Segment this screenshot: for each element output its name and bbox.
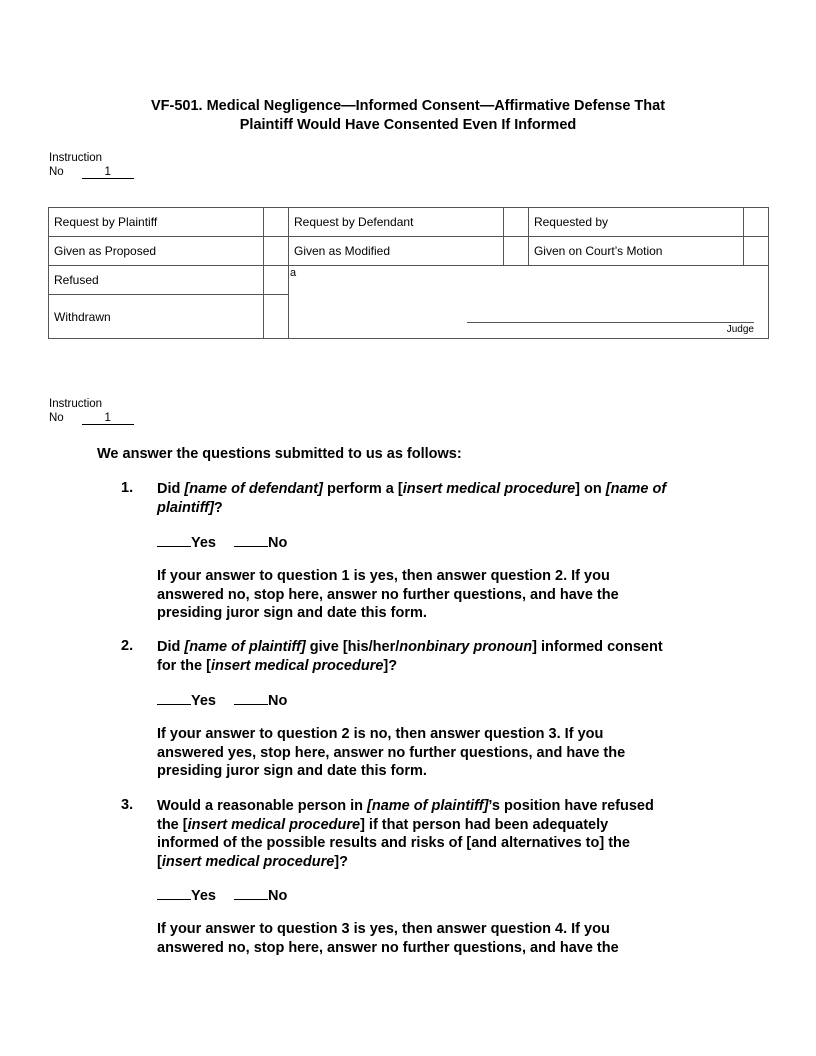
judge-signature-line[interactable] — [467, 322, 754, 323]
withdrawn-label: Withdrawn — [49, 295, 264, 339]
given-as-modified-checkbox[interactable] — [504, 237, 529, 266]
no-label: No — [49, 166, 64, 178]
request-by-plaintiff-checkbox[interactable] — [264, 208, 289, 237]
q3-yes-label: Yes — [191, 888, 216, 904]
instruction-label: Instruction — [49, 398, 103, 410]
withdrawn-checkbox[interactable] — [264, 295, 289, 339]
question-2-answer — [157, 691, 287, 709]
question-3-text: Would a reasonable person in [name of plaintiff]’s position have refused the [insert medical procedure] if that person had been adequately informed of the possible results and risks of [and alternatives to] the [insert medical procedure]? — [157, 798, 654, 870]
instruction-number-block-1 — [49, 151, 134, 179]
instruction-label: Instruction — [49, 152, 103, 164]
title-line-2: Plaintiff Would Have Consented Even If Informed — [239, 117, 577, 133]
title-line-1: VF-501. Medical Negligence—Informed Consent—Affirmative Defense That — [150, 98, 666, 114]
question-3-number: 3. — [121, 797, 134, 813]
q1-no-blank[interactable] — [234, 533, 268, 547]
question-1-instructions: If your answer to question 1 is yes, then answer question 2. If you answered no, stop here, answer no further questions, and have the presiding juror sign and date this form. — [157, 568, 619, 621]
question-2-number: 2. — [121, 638, 134, 654]
requested-by-label: Requested by — [528, 208, 743, 237]
requested-by-checkbox[interactable] — [744, 208, 769, 237]
q3-yes-blank[interactable] — [157, 886, 191, 900]
question-3-instructions: If your answer to question 3 is yes, then answer question 4. If you answered no, stop here, answer no further questions, and have the — [157, 921, 619, 956]
q1-yes-label: Yes — [191, 535, 216, 551]
q2-no-blank[interactable] — [234, 691, 268, 705]
q2-yes-label: Yes — [191, 693, 216, 709]
refused-label: Refused — [49, 266, 264, 295]
given-as-proposed-checkbox[interactable] — [264, 237, 289, 266]
given-as-proposed-label: Given as Proposed — [49, 237, 264, 266]
q1-no-label: No — [268, 535, 288, 551]
request-by-defendant-label: Request by Defendant — [288, 208, 503, 237]
request-table — [48, 207, 769, 339]
no-label: No — [49, 412, 64, 424]
question-1-number: 1. — [121, 480, 134, 496]
a-mark: a — [289, 267, 297, 279]
question-2-text: Did [name of plaintiff] give [his/her/nonbinary pronoun] informed consent for the [insert medical procedure]? — [157, 639, 663, 674]
given-as-modified-label: Given as Modified — [288, 237, 503, 266]
given-on-courts-motion-checkbox[interactable] — [744, 237, 769, 266]
request-by-defendant-checkbox[interactable] — [504, 208, 529, 237]
instruction-number-field[interactable]: 1 — [82, 412, 134, 425]
q3-no-blank[interactable] — [234, 886, 268, 900]
refused-checkbox[interactable] — [264, 266, 289, 295]
q1-yes-blank[interactable] — [157, 533, 191, 547]
q2-no-label: No — [268, 693, 288, 709]
question-1-text: Did [name of defendant] perform a [insert medical procedure] on [name of plaintiff]? — [157, 481, 667, 516]
judge-signature-area — [288, 266, 768, 339]
instruction-number-block-2 — [49, 397, 134, 425]
intro-text: We answer the questions submitted to us as follows: — [97, 446, 462, 462]
question-3-answer — [157, 886, 287, 904]
question-2-instructions: If your answer to question 2 is no, then answer question 3. If you answered yes, stop here, answer no further questions, and have the presiding juror sign and date this form. — [157, 726, 626, 779]
q2-yes-blank[interactable] — [157, 691, 191, 705]
q3-no-label: No — [268, 888, 288, 904]
instruction-number-field[interactable]: 1 — [82, 166, 134, 179]
request-by-plaintiff-label: Request by Plaintiff — [49, 208, 264, 237]
given-on-courts-motion-label: Given on Court’s Motion — [528, 237, 743, 266]
judge-label: Judge — [726, 324, 754, 335]
question-1-answer — [157, 533, 287, 551]
page-title — [0, 97, 816, 135]
